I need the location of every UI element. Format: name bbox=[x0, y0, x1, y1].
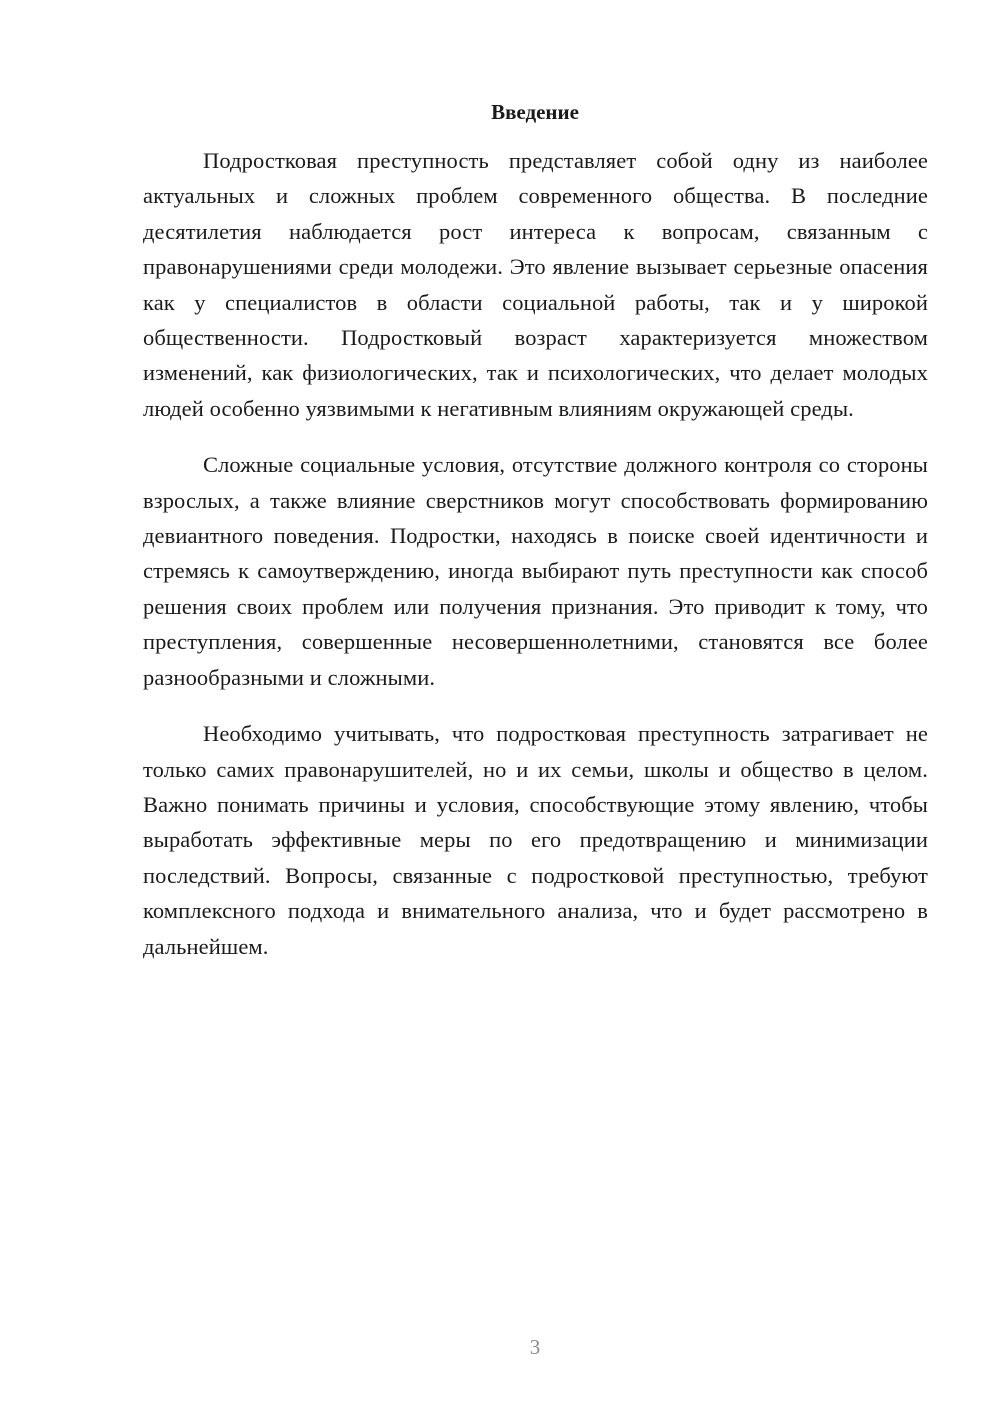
paragraph-1: Подростковая преступность представляет собой одну из наиболее актуальных и сложных проблем современного общества. В последние десятилетия наблюдается рост интереса к вопросам, связанным с правонарушениями среди молодежи. Это явление вызывает серьезные опасения как у специалистов в области социальной работы, так и у широкой общественности. Подростковый возраст характеризуется множеством изменений, как физиологических, так и психологических, что делает молодых людей особенно уязвимыми к негативным влияниям окружающей среды. bbox=[143, 148, 928, 421]
paragraph-3: Необходимо учитывать, что подростковая преступность затрагивает не только самих правонарушителей, но и их семьи, школы и общество в целом. Важно понимать причины и условия, способствующие этому явлению, чтобы выработать эффективные меры по его предотвращению и минимизации последствий. Вопросы, связанные с подростковой преступностью, требуют комплексного подхода и внимательного анализа, что и будет рассмотрено в дальнейшем. bbox=[143, 721, 928, 959]
paragraph-2: Сложные социальные условия, отсутствие должного контроля со стороны взрослых, а также влияние сверстников могут способствовать формированию девиантного поведения. Подростки, находясь в поиске своей идентичности и стремясь к самоутверждению, иногда выбирают путь преступности как способ решения своих проблем или получения признания. Это приводит к тому, что преступления, совершенные несовершеннолетними, становятся все более разнообразными и сложными. bbox=[143, 452, 928, 690]
page-number: 3 bbox=[529, 1335, 541, 1359]
section-heading: Введение bbox=[491, 100, 579, 124]
body-text bbox=[143, 143, 928, 985]
